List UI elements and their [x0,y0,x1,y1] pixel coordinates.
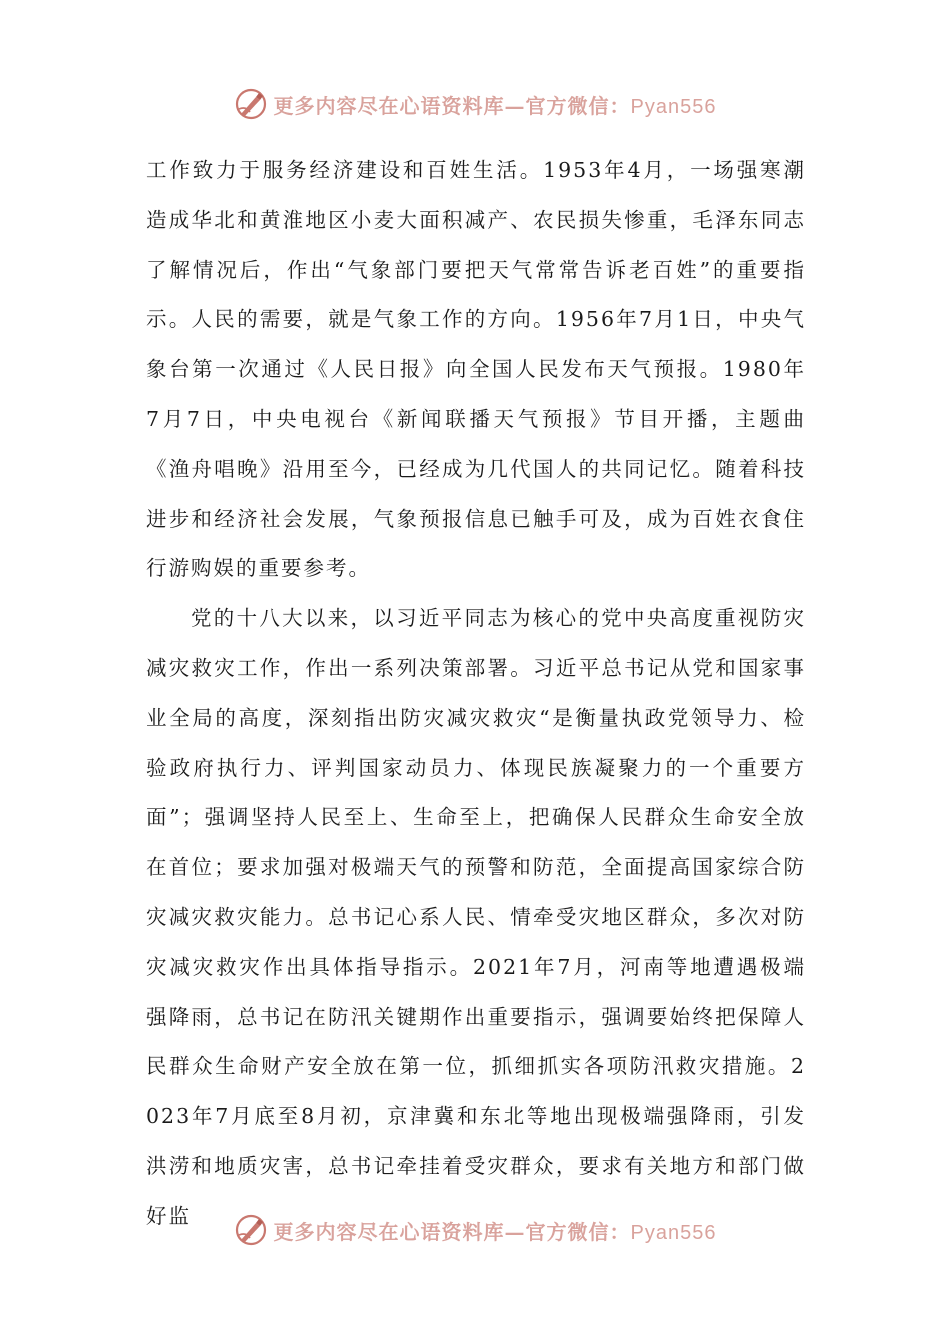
paragraph: 工作致力于服务经济建设和百姓生活。1953年4月，一场强寒潮造成华北和黄淮地区小麦大面积减产、农民损失惨重，毛泽东同志了解情况后，作出“气象部门要把天气常常告诉老百姓”的重要指示。人民的需要，就是气象工作的方向。1956年7月1日，中央气象台第一次通过《人民日报》向全国人民发布天气预报。1980年7月7日，中央电视台《新闻联播天气预报》节目开播，主题曲《渔舟唱晚》沿用至今，已经成为几代国人的共同记忆。随着科技进步和经济社会发展，气象预报信息已触手可及，成为百姓衣食住行游购娱的重要参考。 [146,158,806,581]
header-watermark [0,84,950,124]
pen-logo-icon [234,87,268,121]
watermark-text: 更多内容尽在心语资料库—官方微信：Pyan556 [273,93,717,118]
document-body [146,146,806,1242]
paragraph: 党的十八大以来，以习近平同志为核心的党中央高度重视防灾减灾救灾工作，作出一系列决策部署。习近平总书记从党和国家事业全局的高度，深刻指出防灾减灾救灾“是衡量执政党领导力、检验政府执行力、评判国家动员力、体现民族凝聚力的一个重要方面”；强调坚持人民至上、生命至上，把确保人民群众生命安全放在首位；要求加强对极端天气的预警和防范，全面提高国家综合防灾减灾救灾能力。总书记心系人民、情牵受灾地区群众，多次对防灾减灾救灾作出具体指导指示。2021年7月，河南等地遭遇极端强降雨，总书记在防汛关键期作出重要指示，强调要始终把保障人民群众生命财产安全放在第一位，抓细抓实各项防汛救灾措施。2023年7月底至8月初，京津冀和东北等地出现极端强降雨，引发洪涝和地质灾害，总书记牵挂着受灾群众，要求有关地方和部门做好监 [146,606,806,1228]
pen-logo-icon [234,1213,268,1247]
watermark-text: 更多内容尽在心语资料库—官方微信：Pyan556 [273,1219,717,1244]
footer-watermark [0,1210,950,1250]
